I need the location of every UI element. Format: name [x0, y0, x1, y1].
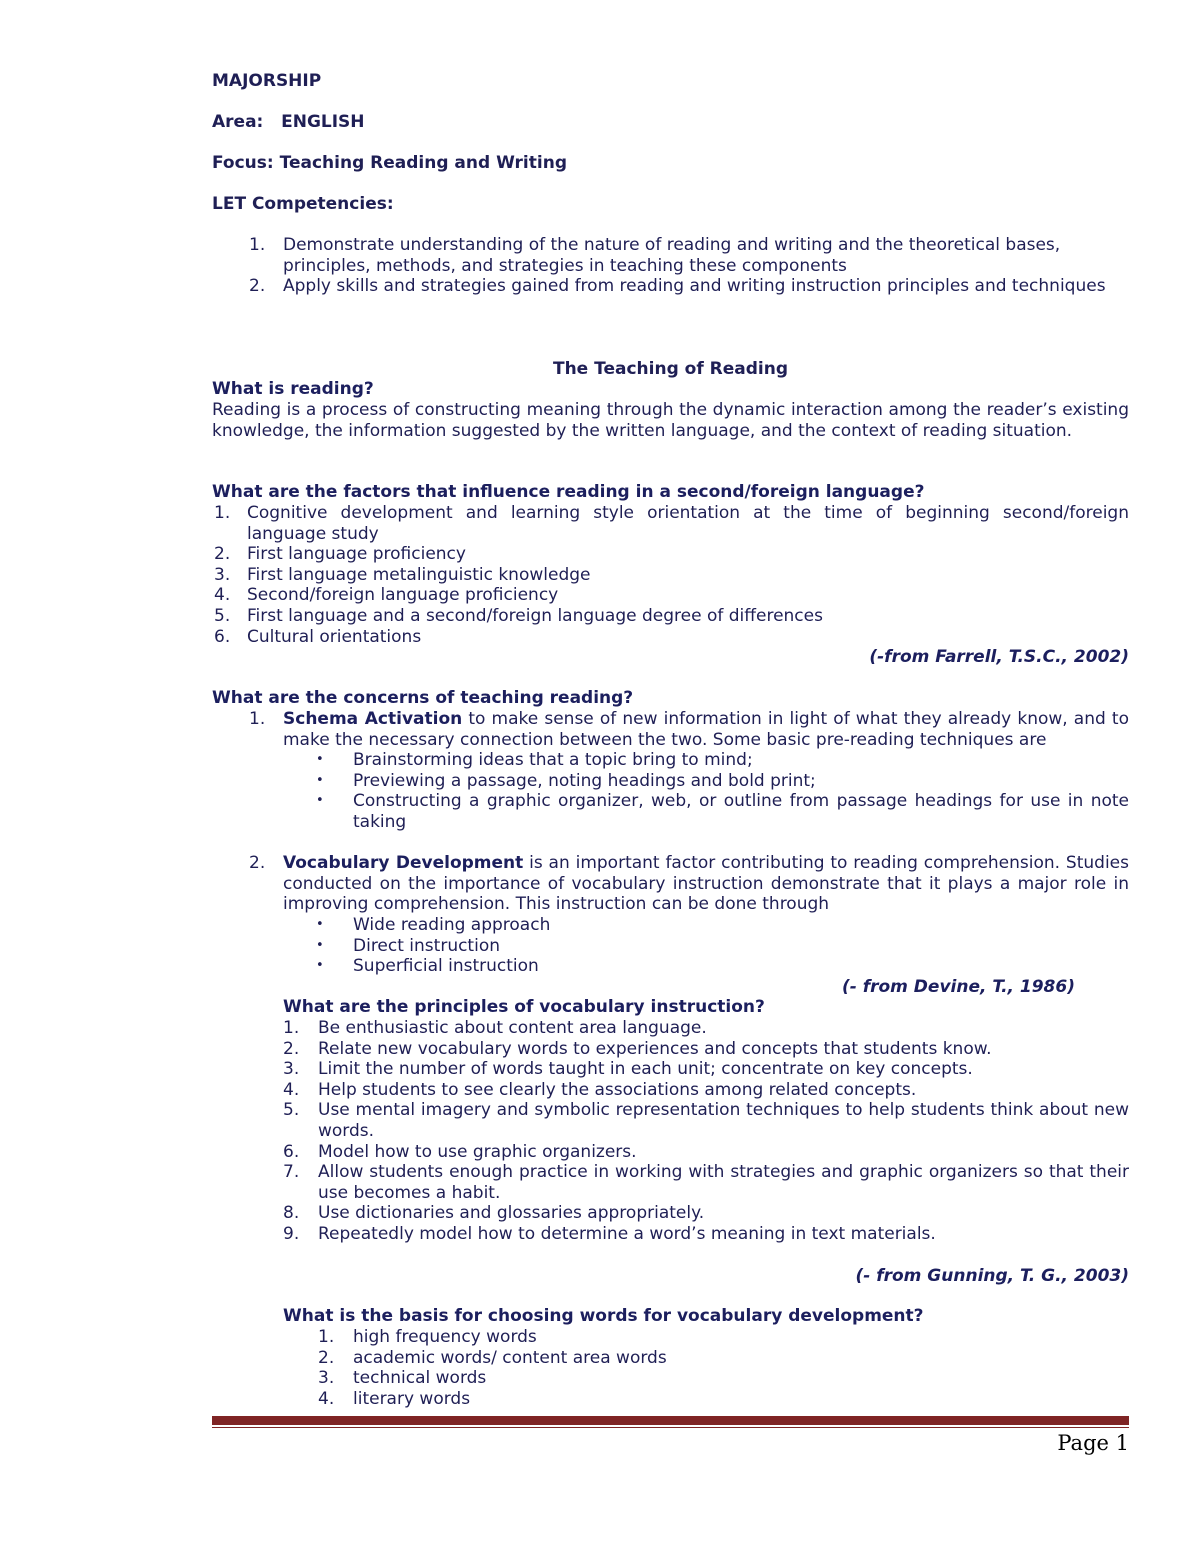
list-item: 4. literary words — [318, 1388, 471, 1409]
list-item: 4. Second/foreign language proficiency — [214, 585, 559, 606]
question-concerns: What are the concerns of teaching reading? — [212, 688, 634, 708]
question-what-is-reading: What is reading? — [212, 379, 374, 399]
list-item: 9. Repeatedly model how to determine a word’s meaning in text materials. — [283, 1223, 936, 1244]
list-item: • Constructing a graphic organizer, web, or outline from passage headings for use in note taking — [316, 791, 1129, 832]
citation-devine: (- from Devine, T., 1986) — [841, 977, 1075, 997]
list-item: 6. Model how to use graphic organizers. — [283, 1141, 637, 1162]
list-item: • Wide reading approach — [316, 915, 551, 935]
footer-rule-thin — [212, 1427, 1129, 1428]
reading-definition: Reading is a process of constructing meaning through the dynamic interaction among the reader’s existing knowledge, the information suggested by the written language, and the context of reading situation. — [212, 400, 1129, 441]
list-item: 1. high frequency words — [318, 1327, 537, 1347]
list-item: 4. Help students to see clearly the associations among related concepts. — [283, 1079, 917, 1100]
list-item: • Superficial instruction — [316, 956, 539, 977]
list-item: 8. Use dictionaries and glossaries appropriately. — [283, 1203, 705, 1224]
section-title: The Teaching of Reading — [552, 359, 789, 379]
list-item: • Direct instruction — [316, 935, 500, 956]
list-item: 2. First language proficiency — [214, 544, 466, 565]
area-label: Area: — [212, 112, 264, 132]
list-item: • Brainstorming ideas that a topic bring to mind; — [316, 750, 753, 770]
vocabulary-development-term: Vocabulary Development — [283, 853, 524, 873]
question-factors: What are the factors that influence reading in a second/foreign language? — [212, 482, 925, 502]
area-value: ENGLISH — [281, 112, 365, 132]
list-item: 1. Demonstrate understanding of the nature of reading and writing and the theoretical bases, principles, methods, and strategies in teaching these components — [249, 235, 1061, 276]
principles-list — [212, 1018, 1129, 1245]
list-item: 1. Be enthusiastic about content area language. — [283, 1018, 707, 1038]
vocabulary-development-item: 2. Vocabulary Development is an important factor contributing to reading comprehension. Studies conducted on the importance of vocabulary instruction demonstrate that it plays a major role in improving comprehension. This instruction can be done through — [249, 853, 1129, 915]
citation-gunning: (- from Gunning, T. G., 2003) — [855, 1266, 1129, 1286]
list-item: 2. Relate new vocabulary words to experiences and concepts that students know. — [283, 1038, 992, 1059]
page-number: Page 1 — [1057, 1431, 1129, 1455]
list-item: 3. technical words — [318, 1368, 487, 1389]
list-item: 7. Allow students enough practice in working with strategies and graphic organizers so that their use becomes a habit. — [283, 1162, 1129, 1203]
basis-list — [212, 1327, 1129, 1409]
footer-rule — [212, 1416, 1129, 1425]
schema-activation-item: 1. Schema Activation to make sense of new information in light of what they already know, and to make the necessary connection between the two. Some basic pre-reading techniques are — [249, 709, 1129, 750]
schema-activation-term: Schema Activation — [283, 709, 463, 729]
area-line — [212, 112, 1129, 133]
focus-line: Focus: Teaching Reading and Writing — [212, 153, 567, 173]
factors-list — [212, 503, 1129, 647]
question-principles: What are the principles of vocabulary instruction? — [283, 997, 765, 1017]
list-item: 1. Cognitive development and learning style orientation at the time of beginning second/foreign language study — [214, 503, 1129, 544]
list-item: • Previewing a passage, noting headings and bold print; — [316, 770, 816, 791]
schema-bullets — [212, 750, 1129, 832]
list-item: 3. First language metalinguistic knowledge — [214, 564, 591, 585]
list-item: 5. Use mental imagery and symbolic representation techniques to help students think about new words. — [283, 1100, 1129, 1141]
vocabulary-bullets — [212, 915, 1129, 977]
list-item: 6. Cultural orientations — [214, 626, 422, 647]
competencies-list — [212, 235, 1129, 297]
list-item: 2. Apply skills and strategies gained from reading and writing instruction principles and techniques — [249, 276, 1106, 297]
list-item: 3. Limit the number of words taught in each unit; concentrate on key concepts. — [283, 1059, 973, 1080]
let-competencies-label: LET Competencies: — [212, 194, 394, 214]
citation-farrell: (-from Farrell, T.S.C., 2002) — [869, 647, 1129, 667]
list-item: 2. academic words/ content area words — [318, 1347, 667, 1368]
question-basis: What is the basis for choosing words for vocabulary development? — [283, 1306, 924, 1326]
majorship-heading: MAJORSHIP — [212, 71, 322, 91]
list-item: 5. First language and a second/foreign language degree of differences — [214, 605, 823, 626]
